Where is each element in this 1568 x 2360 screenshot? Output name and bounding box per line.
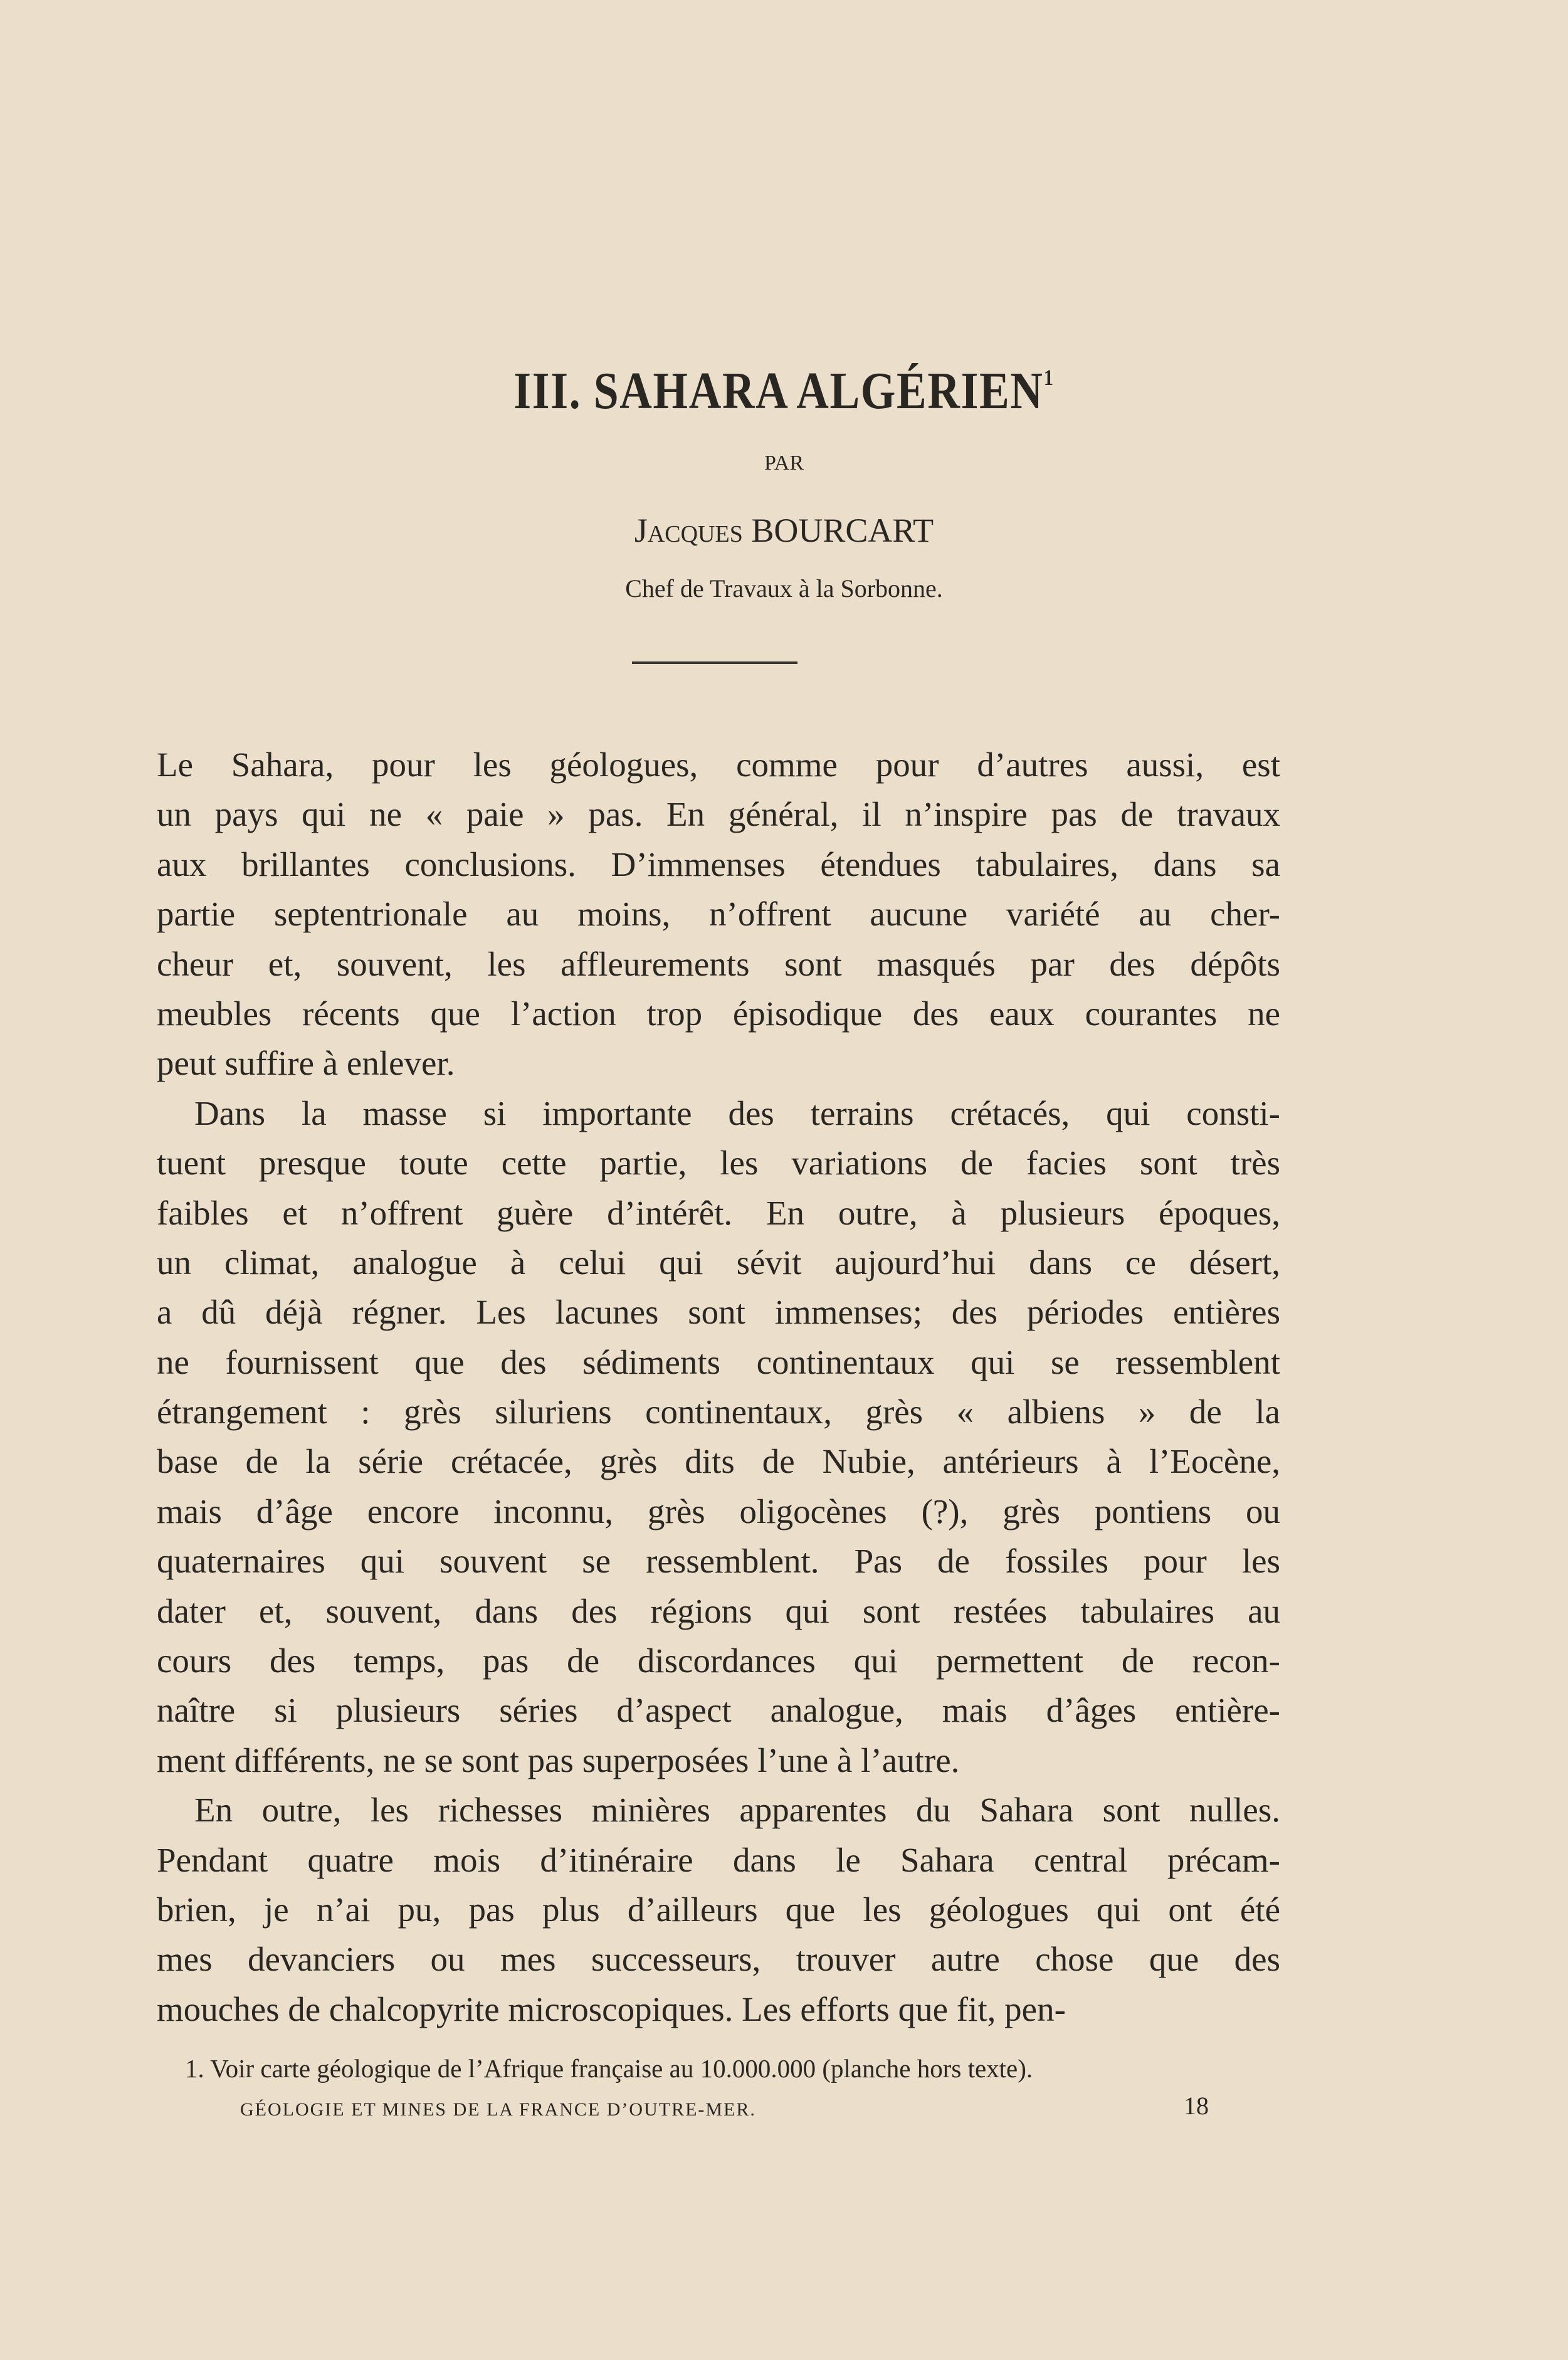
text-line: étrangement : grès siluriens continentaux, grès « albiens » de la [157,1393,1280,1431]
text-line: aux brillantes conclusions. D’immenses étendues tabulaires, dans sa [157,845,1280,883]
text-line: tuent presque toute cette partie, les variations de facies sont très [157,1144,1280,1183]
text-line: mes devanciers ou mes successeurs, trouver autre chose que des [157,1940,1280,1979]
footnote-mark: 1 [1043,365,1055,390]
author-first-name: Jacques [634,512,743,549]
text-line: peut suffire à enlever. [157,1044,455,1083]
text-line: un pays qui ne « paie » pas. En général, il n’inspire pas de travaux [157,795,1280,834]
text-line: naître si plusieurs séries d’aspect analogue, mais d’âges entière- [157,1691,1280,1730]
footnote: 1. Voir carte géologique de l’Afrique française au 10.000.000 (planche hors texte). [185,2054,1033,2083]
text-line: Dans la masse si importante des terrains crétacés, qui consti- [194,1093,1280,1132]
text-line: partie septentrionale au moins, n’offrent aucune variété au cher- [157,895,1280,934]
text-line: mais d’âge encore inconnu, grès oligocènes (?), grès pontiens ou [157,1492,1280,1530]
author-affiliation: Chef de Travaux à la Sorbonne. [625,574,943,603]
text-line: un climat, analogue à celui qui sévit aujourd’hui dans ce désert, [157,1243,1280,1282]
by-label: PAR [764,451,804,475]
text-line: cheur et, souvent, les affleurements sont masqués par des dépôts [157,944,1280,983]
title-text: III. SAHARA ALGÉRIEN [513,362,1044,420]
text-line: base de la série crétacée, grès dits de Nubie, antérieurs à l’Eocène, [157,1442,1280,1481]
text-line: meubles récents que l’action trop épisodique des eaux courantes ne [157,994,1280,1033]
author-last-name: BOURCART [751,512,934,549]
text-line: En outre, les richesses minières apparentes du Sahara sont nulles. [194,1791,1280,1830]
running-footer: GÉOLOGIE ET MINES DE LA FRANCE D’OUTRE-MER. [240,2099,756,2120]
text-line: ment différents, ne se sont pas superposées l’une à l’autre. [157,1741,960,1779]
text-line: quaternaires qui souvent se ressemblent. Pas de fossiles pour les [157,1542,1280,1581]
body-text [157,740,1280,2034]
author [0,511,1568,550]
text-line: ne fournissent que des sédiments continentaux qui se ressemblent [157,1342,1280,1381]
text-line: faibles et n’offrent guère d’intérêt. En outre, à plusieurs époques, [157,1193,1280,1232]
article-title [118,361,1451,421]
text-line: mouches de chalcopyrite microscopiques. Les efforts que fit, pen- [157,1989,1066,2028]
text-line: brien, je n’ai pu, pas plus d’ailleurs que les géologues qui ont été [157,1890,1280,1929]
text-line: dater et, souvent, dans des régions qui sont restées tabulaires au [157,1591,1280,1630]
signature-number: 18 [1184,2092,1209,2120]
text-line: cours des temps, pas de discordances qui permettent de recon- [157,1641,1280,1680]
text-line: a dû déjà régner. Les lacunes sont immenses; des périodes entières [157,1293,1280,1332]
text-line: Pendant quatre mois d’itinéraire dans le Sahara central précam- [157,1840,1280,1879]
text-line: Le Sahara, pour les géologues, comme pour d’autres aussi, est [157,745,1280,784]
divider-rule [632,661,797,664]
